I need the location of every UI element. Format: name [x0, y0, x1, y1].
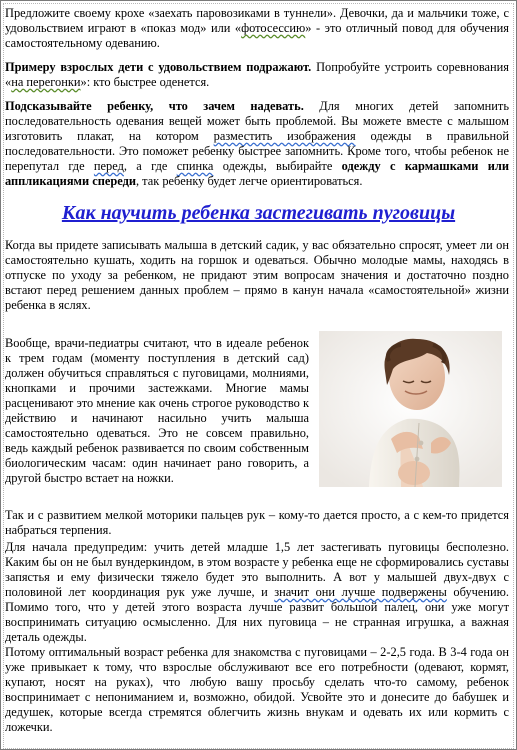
paragraph-lead: Примеру взрослых дети с удовольствием подражают.: [5, 60, 312, 74]
spellcheck-word[interactable]: на перегонки: [11, 75, 81, 89]
paragraph-fine-motor: Так и с развитием мелкой моторики пальцев рук – кому-то дается просто, а с кем-то придется набраться терпения.: [5, 508, 509, 537]
paragraph-role-play: [5, 6, 509, 51]
paragraph-optimal-age: Потому оптимальный возраст ребенка для знакомства с пуговицами – 2-2,5 года. В 3-4 года он уже привыкает к тому, что взрослые обслуживают все его потребности (одевают, кормят, купают, носят на руках), что любую вашу просьбу сделать что-то самому, ребенок воспринимает с непониманием и, возможно, обидой. Усвойте это и донесите до бабушек и дедушек, которые всегда стремятся облегчить жизнь внукам и одевать их или кормить с ложечки.: [5, 645, 509, 734]
grammar-phrase[interactable]: спинка: [176, 159, 214, 173]
paragraph-imitation: [5, 60, 509, 90]
child-buttoning-photo: [319, 331, 502, 487]
child-illustration: [319, 331, 502, 487]
paragraph-text: обучению. Помимо того, что у детей этого возраста лучше развит большой палец, они уже могут воспринимать ситуацию осмысленно. Для них пуговица – не странная игрушка, а важная деталь одежды.: [5, 585, 509, 644]
paragraph-hints: [5, 99, 509, 189]
paragraph-age-warning: [5, 540, 509, 645]
paragraph-kindergarten: Когда вы придете записывать малыша в детский садик, у вас обязательно спросят, умеет ли он самостоятельно кушать, ходить на горшок и одеваться. Обычно молодые мамы, находясь в отпуске по уходу за ребенком, не придают этим вопросам значения и достаточно поздно встают перед решением данных проблем – прямо в канун начала «самостоятельной» жизни ребенка в яслях.: [5, 238, 509, 312]
paragraph-lead: Подсказывайте ребенку, что зачем надевать.: [5, 99, 304, 113]
paragraph-text: , так ребенку будет легче ориентироваться.: [135, 174, 363, 188]
grammar-phrase[interactable]: разместить изображения: [213, 129, 356, 143]
paragraph-pediatricians: Вообще, врачи-педиатры считают, что в идеале ребенок к трем годам (моменту поступления в детский сад) должен обучиться справляться с пуговицами, молниями, кнопками и прочими застежками. Многие мамы расценивают это мнение как очень строгое руководство к действию и начинают насильно учить малыша самостоятельно одеваться. Это не совсем правильно, ведь каждый ребенок развивается по своим собственным биологическим часам: один начинает рано говорить, а другой быстро встает на ножки.: [5, 336, 309, 485]
paragraph-text: одежды в правильной последовательности. Это поможет ребенку быстрее запомнить. Кроме того, чтобы ребенок не перепутал где: [5, 129, 509, 173]
section-heading[interactable]: Как научить ребенка застегивать пуговицы: [61, 202, 456, 224]
paragraph-text: »: кто быстрее оденется.: [80, 75, 210, 89]
grammar-phrase[interactable]: перед: [93, 159, 124, 173]
paragraph-text: Попробуйте устроить соревнования «: [5, 60, 510, 89]
paragraph-text: Для начала предупредим: учить детей младше 1,5 лет застегивать пуговицы бесполезно. Каким бы он не был вундеркиндом, в этом возрасте у ребенка еще не сформировались суставы запястья и ему физически тяжело будет это выполнить. А вот у малышей двух-двух с половиной лет координация рук уже лучше, и: [5, 540, 509, 599]
paragraph-emphasis: одежду с кармашками или аппликациями спереди: [5, 159, 509, 188]
paragraph-text: Предложите своему крохе «заехать паровозиками в туннели». Девочки, да и мальчики тоже, с удовольствием играют в «показ мод» или «: [5, 6, 509, 35]
paragraph-text: » - это отличный повод для обучения самостоятельному одеванию.: [5, 21, 509, 50]
paragraph-text: , а где: [123, 159, 177, 173]
grammar-phrase[interactable]: значит они лучше подвержены: [274, 585, 447, 599]
paragraph-text: одежды, выбирайте: [213, 159, 342, 173]
paragraph-text: Для многих детей запомнить последовательность одевания вещей может быть проблемой. Вы можете вместе с малышом изготовить плакат, на котором: [5, 99, 509, 143]
spellcheck-word[interactable]: фотосессию: [241, 21, 306, 35]
